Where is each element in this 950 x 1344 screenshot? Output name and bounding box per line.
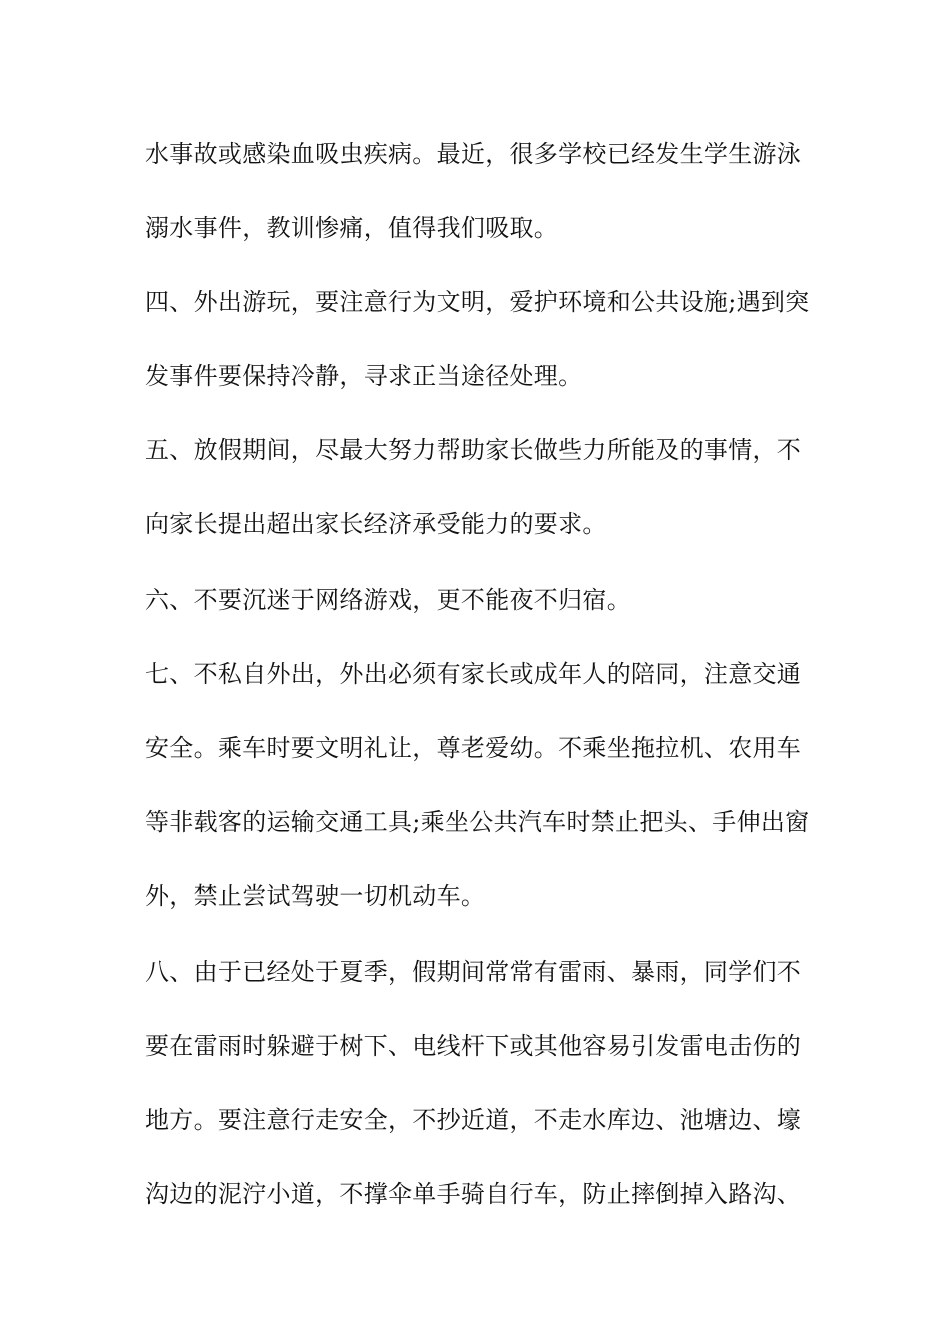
text-line-9: 安全。乘车时要文明礼让，尊老爱幼。不乘坐拖拉机、农用车 <box>145 734 802 762</box>
text-line-13: 要在雷雨时躲避于树下、电线杆下或其他容易引发雷电击伤的 <box>145 1032 802 1060</box>
text-line-5: 五、放假期间，尽最大努力帮助家长做些力所能及的事情，不 <box>145 436 802 464</box>
text-line-11: 外，禁止尝试驾驶一切机动车。 <box>145 882 486 910</box>
text-line-7: 六、不要沉迷于网络游戏，更不能夜不归宿。 <box>145 586 631 614</box>
text-line-8: 七、不私自外出，外出必须有家长或成年人的陪同，注意交通 <box>145 660 802 688</box>
text-line-15: 沟边的泥泞小道，不撑伞单手骑自行车，防止摔倒掉入路沟、 <box>145 1180 802 1208</box>
text-line-1: 水事故或感染血吸虫疾病。最近，很多学校已经发生学生游泳 <box>145 140 802 168</box>
text-line-14: 地方。要注意行走安全，不抄近道，不走水库边、池塘边、壕 <box>145 1106 802 1134</box>
text-line-10: 等非载客的运输交通工具;乘坐公共汽车时禁止把头、手伸出窗 <box>145 808 810 836</box>
text-line-3: 四、外出游玩，要注意行为文明，爱护环境和公共设施;遇到突 <box>145 288 810 316</box>
text-line-6: 向家长提出超出家长经济承受能力的要求。 <box>145 510 607 538</box>
text-line-2: 溺水事件，教训惨痛，值得我们吸取。 <box>145 214 559 242</box>
text-line-12: 八、由于已经处于夏季，假期间常常有雷雨、暴雨，同学们不 <box>145 958 802 986</box>
text-line-4: 发事件要保持冷静，寻求正当途径处理。 <box>145 362 583 390</box>
